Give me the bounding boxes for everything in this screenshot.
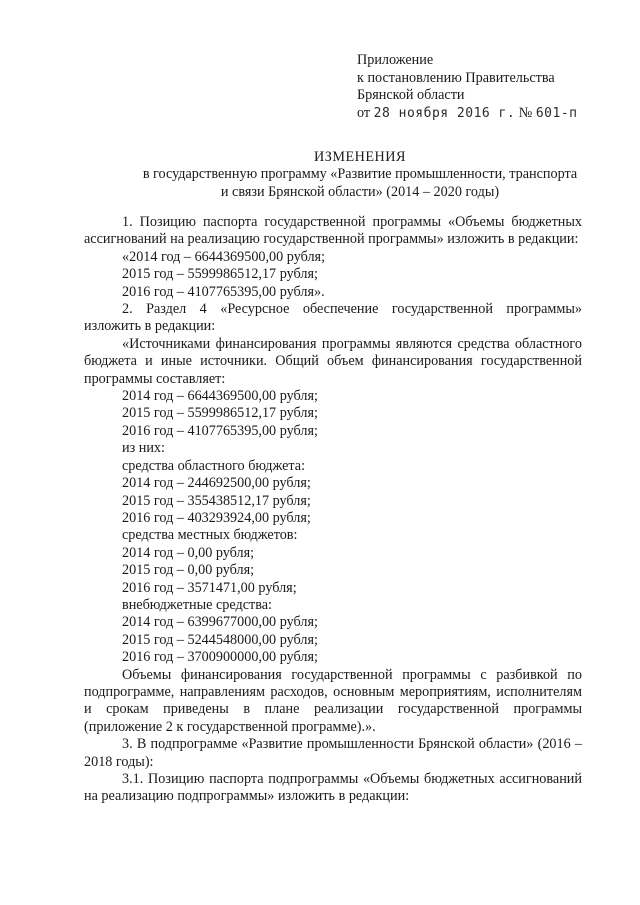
item-2-line: средства местных бюджетов: xyxy=(122,527,298,544)
appendix-label: Приложение xyxy=(357,52,434,68)
appendix-block xyxy=(357,52,617,122)
item-1-line: «2014 год – 6644369500,00 рубля; xyxy=(122,248,326,265)
item-2-line: 2014 год – 6644369500,00 рубля; xyxy=(122,388,318,405)
item-2: 2. Раздел 4 «Ресурсное обеспечение государственной программы» изложить в редакции: xyxy=(84,301,582,335)
item-2-line: внебюджетные средства: xyxy=(122,596,272,613)
number-label: № xyxy=(518,104,533,121)
item-3: 3. В подпрограмме «Развитие промышленности Брянской области» (2016 – 2018 годы): xyxy=(84,736,582,770)
item-2-line: 2016 год – 3700900000,00 рубля; xyxy=(122,649,318,666)
item-2-line: 2014 год – 6399677000,00 рубля; xyxy=(122,614,318,631)
item-2-line: 2014 год – 244692500,00 рубля; xyxy=(122,475,311,492)
document-body xyxy=(84,214,582,806)
title-line-1: в государственную программу «Развитие промышленности, транспорта xyxy=(142,166,578,183)
item-2-line: из них: xyxy=(122,440,165,457)
item-2-line: 2016 год – 4107765395,00 рубля; xyxy=(122,422,318,439)
appendix-region: Брянской области xyxy=(357,87,465,103)
item-2-line: 2015 год – 5599986512,17 рубля; xyxy=(122,405,318,422)
item-2-line: средства областного бюджета: xyxy=(122,457,306,474)
number-value: 601-п xyxy=(535,105,578,121)
item-2-line: 2016 год – 403293924,00 рубля; xyxy=(122,509,311,526)
item-3-1: 3.1. Позицию паспорта подпрограммы «Объемы бюджетных ассигнований на реализацию подпрограммы» изложить в редакции: xyxy=(84,771,582,805)
item-1-line: 2016 год – 4107765395,00 рубля». xyxy=(122,283,325,300)
document-title xyxy=(80,149,640,201)
date-value: 28 ноября 2016 г. xyxy=(373,105,516,121)
date-prefix: от xyxy=(357,104,371,121)
item-2-line: 2015 год – 355438512,17 рубля; xyxy=(122,492,311,509)
item-2-line: 2014 год – 0,00 рубля; xyxy=(122,544,255,561)
item-2-line: 2015 год – 0,00 рубля; xyxy=(122,562,255,579)
item-1: 1. Позицию паспорта государственной программы «Объемы бюджетных ассигнований на реализацию государственной программы» изложить в редакции: xyxy=(84,214,582,248)
appendix-date-line xyxy=(357,105,617,123)
item-2-line: 2016 год – 3571471,00 рубля; xyxy=(122,579,297,596)
title-line-2: и связи Брянской области» (2014 – 2020 годы) xyxy=(220,183,500,200)
item-2-line: 2015 год – 5244548000,00 рубля; xyxy=(122,631,318,648)
item-2-quote: «Источниками финансирования программы являются средства областного бюджета и иные источники. Общий объем финансирования государственной программы составляет: xyxy=(84,335,582,387)
title-heading: ИЗМЕНЕНИЯ xyxy=(313,149,406,165)
appendix-resolution: к постановлению Правительства xyxy=(357,69,555,86)
item-1-line: 2015 год – 5599986512,17 рубля; xyxy=(122,266,318,283)
item-2-closing: Объемы финансирования государственной программы с разбивкой по подпрограмме, направлениям расходов, основным мероприятиям, исполнителям и срокам приведены в плане реализации государственной программы (приложение 2 к государственной программе).». xyxy=(84,666,582,735)
